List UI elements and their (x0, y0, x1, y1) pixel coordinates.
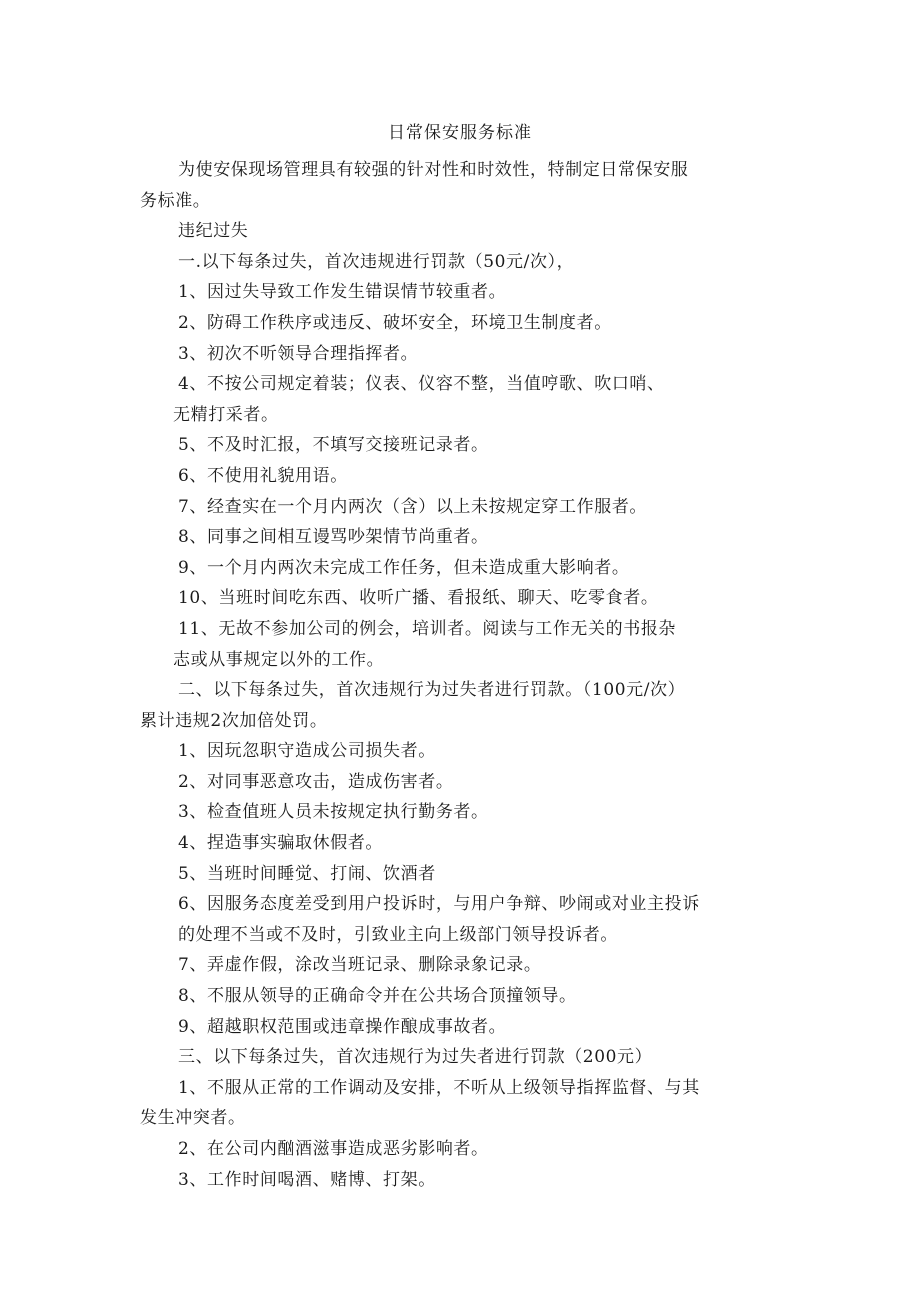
clause-item: 10、当班时间吃东西、收听广播、看报纸、聊天、吃零食者。 (178, 588, 659, 609)
clause-item: 6、因服务态度差受到用户投诉时，与用户争辩、吵闹或对业主投诉 (178, 894, 700, 915)
clause-heading-3: 三、以下每条过失，首次违规行为过失者进行罚款（200元） (178, 1047, 653, 1068)
clause-item: 4、捏造事实骗取休假者。 (178, 833, 384, 854)
section-heading: 违纪过失 (178, 221, 249, 242)
clause-item: 11、无故不参加公司的例会，培训者。阅读与工作无关的书报杂 (178, 618, 677, 639)
clause-item: 7、弄虚作假，涂改当班记录、删除录象记录。 (178, 955, 542, 976)
intro-paragraph-line-1: 为使安保现场管理具有较强的针对性和时效性，特制定日常保安服 (178, 160, 689, 180)
clause-item: 1、因玩忽职守造成公司损失者。 (178, 741, 436, 762)
clause-item: 7、经查实在一个月内两次（含）以上未按规定穿工作服者。 (178, 496, 648, 517)
intro-paragraph-line-2: 务标准。 (140, 190, 211, 211)
clause-item: 8、同事之间相互谩骂吵架情节尚重者。 (178, 527, 489, 548)
clause-item: 6、不使用礼貌用语。 (178, 465, 348, 486)
clause-item: 5、不及时汇报，不填写交接班记录者。 (178, 435, 489, 456)
clause-item: 3、工作时间喝酒、赌博、打架。 (178, 1169, 436, 1190)
clause-item-continued: 的处理不当或不及时，引致业主向上级部门领导投诉者。 (178, 924, 618, 945)
document-body (140, 155, 790, 1195)
clause-item-continued: 发生冲突者。 (140, 1108, 246, 1129)
clause-heading-2-continued: 累计违规2次加倍处罚。 (140, 710, 328, 731)
clause-item: 3、检查值班人员未按规定执行勤务者。 (178, 802, 489, 823)
clause-item: 1、因过失导致工作发生错误情节较重者。 (178, 282, 507, 303)
clause-heading-1: 一.以下每条过失，首次违规进行罚款（50元/次）， (178, 251, 575, 272)
clause-item: 3、初次不听领导合理指挥者。 (178, 343, 419, 364)
clause-item-continued: 志或从事规定以外的工作。 (173, 649, 385, 670)
clause-item: 9、超越职权范围或违章操作酿成事故者。 (178, 1016, 507, 1037)
clause-item: 9、一个月内两次未完成工作任务，但未造成重大影响者。 (178, 557, 630, 578)
clause-item: 8、不服从领导的正确命令并在公共场合顶撞领导。 (178, 986, 577, 1007)
clause-item: 5、当班时间睡觉、打闹、饮酒者 (178, 863, 436, 884)
clause-item: 1、不服从正常的工作调动及安排，不听从上级领导指挥监督、与其 (178, 1077, 700, 1098)
document-title: 日常保安服务标准 (388, 123, 532, 143)
clause-item-continued: 无精打采者。 (173, 404, 279, 425)
clause-heading-2: 二、以下每条过失，首次违规行为过失者进行罚款。（100元/次） (178, 680, 686, 701)
clause-item: 2、对同事恶意攻击，造成伤害者。 (178, 771, 454, 792)
clause-item: 4、不按公司规定着装；仪表、仪容不整，当值哼歌、吹口哨、 (178, 374, 665, 395)
clause-item: 2、防碍工作秩序或违反、破坏安全，环境卫生制度者。 (178, 312, 612, 333)
clause-item: 2、在公司内酗酒滋事造成恶劣影响者。 (178, 1139, 489, 1159)
